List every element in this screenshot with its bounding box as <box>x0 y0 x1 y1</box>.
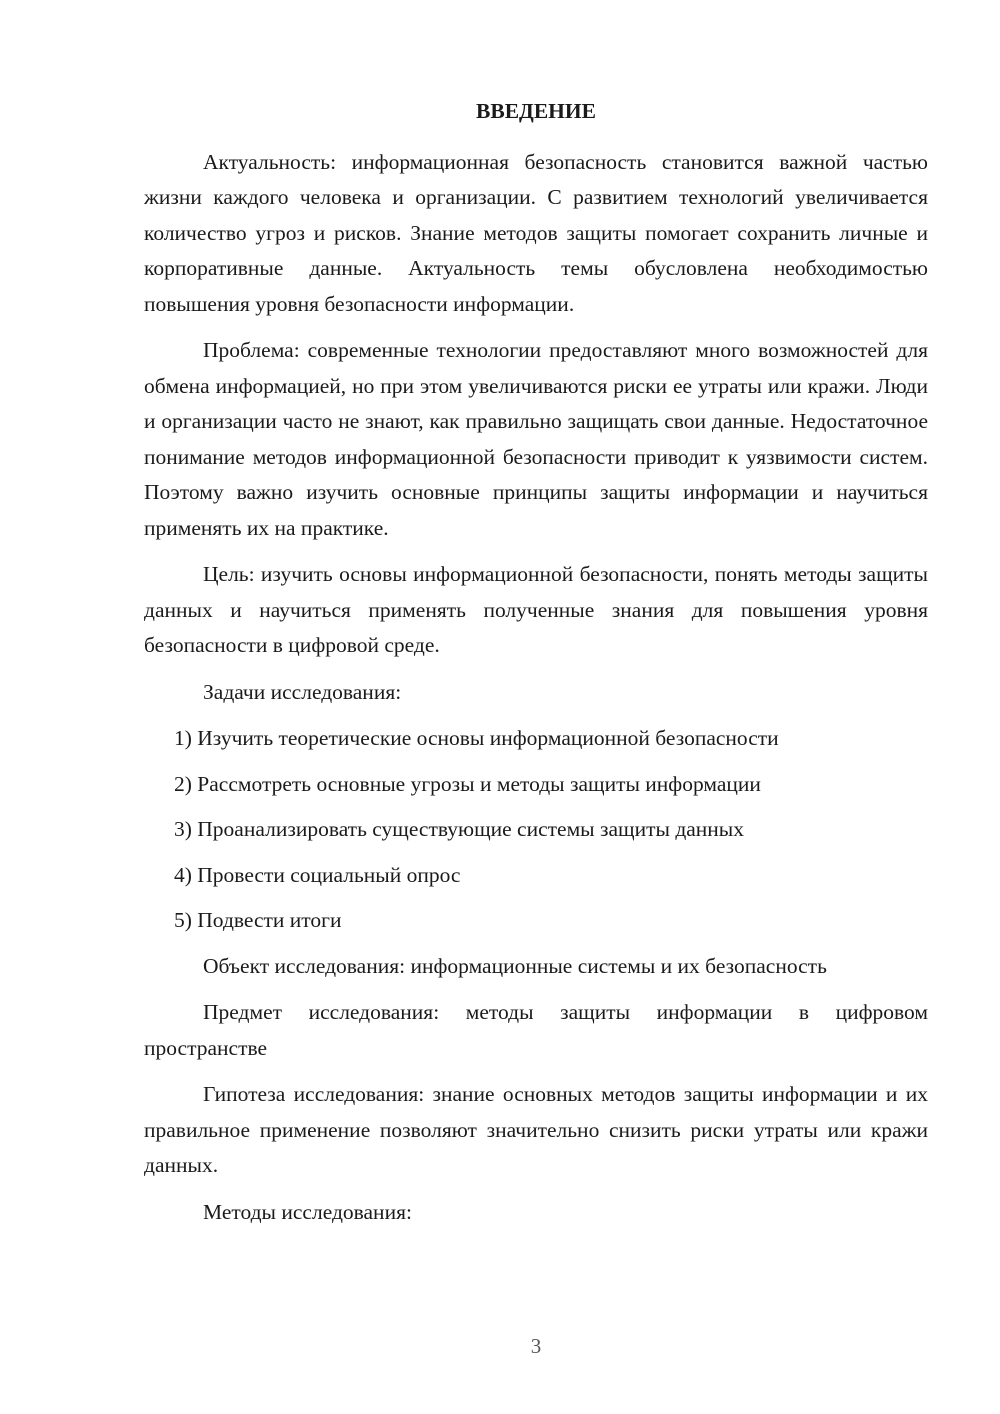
object-paragraph: Объект исследования: информационные системы и их безопасность <box>203 953 827 978</box>
tasks-heading: Задачи исследования: <box>203 679 402 704</box>
page-content <box>144 94 928 1241</box>
goal-paragraph: Цель: изучить основы информационной безопасности, понять методы защиты данных и научиться применять полученные знания для повышения уровня безопасности в цифровой среде. <box>144 562 928 657</box>
list-item: 3) Проанализировать существующие системы защиты данных <box>174 817 745 841</box>
list-item: 4) Провести социальный опрос <box>174 862 461 887</box>
hypothesis-paragraph: Гипотеза исследования: знание основных методов защиты информации и их правильное применение позволяют значительно снизить риски утраты или кражи данных. <box>144 1082 928 1177</box>
section-title: ВВЕДЕНИЕ <box>476 99 596 123</box>
tasks-list <box>144 721 928 939</box>
list-item: 1) Изучить теоретические основы информационной безопасности <box>174 726 779 750</box>
relevance-paragraph: Актуальность: информационная безопасность становится важной частью жизни каждого человека и организации. С развитием технологий увеличивается количество угроз и рисков. Знание методов защиты помогает сохранить личные и корпоративные данные. Актуальность темы обусловлена необходимостью повышения уровня безопасности информации. <box>144 149 928 316</box>
problem-paragraph: Проблема: современные технологии предоставляют много возможностей для обмена информацией, но при этом увеличиваются риски ее утраты или кражи. Люди и организации часто не знают, как правильно защищать свои данные. Недостаточное понимание методов информационной безопасности приводит к уязвимости систем. Поэтому важно изучить основные принципы защиты информации и научиться применять их на практике. <box>144 338 928 540</box>
subject-paragraph: Предмет исследования: методы защиты информации в цифровом пространстве <box>144 1000 928 1060</box>
methods-heading: Методы исследования: <box>203 1199 412 1224</box>
list-item: 5) Подвести итоги <box>174 908 342 932</box>
list-item: 2) Рассмотреть основные угрозы и методы защиты информации <box>174 771 761 796</box>
page-number: 3 <box>530 1334 542 1358</box>
